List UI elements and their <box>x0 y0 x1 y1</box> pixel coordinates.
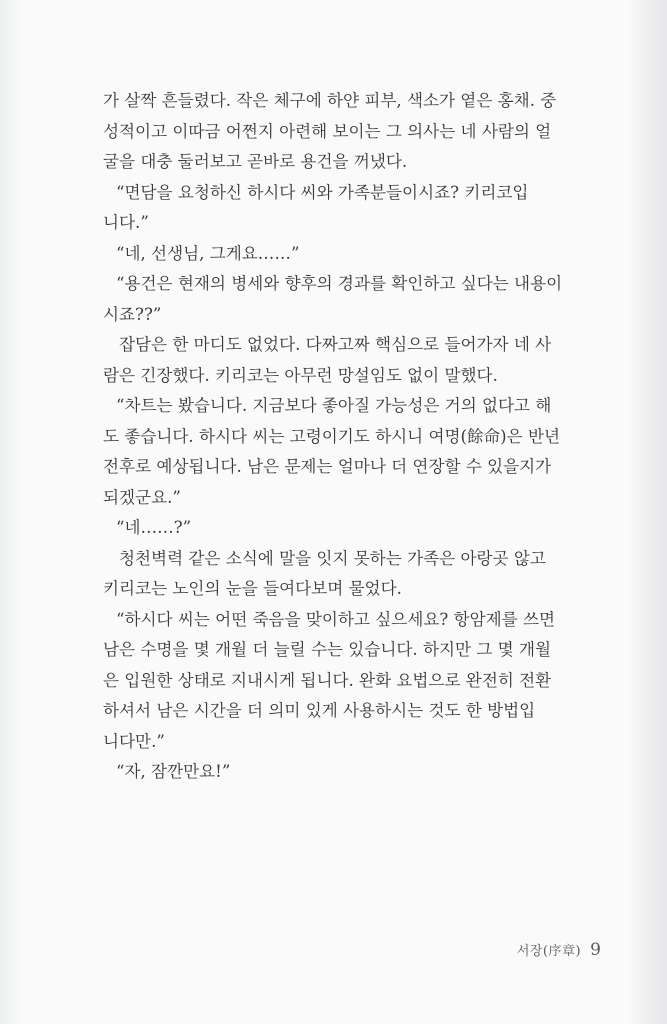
text-line: “차트는 봤습니다. 지금보다 좋아질 가능성은 거의 없다고 해 <box>116 396 552 415</box>
running-title: 서장(序章) <box>516 944 582 959</box>
text-line: 니다.” <box>103 213 149 232</box>
text-line: 니다만.” <box>103 731 165 751</box>
text-line: 하셔서 남은 시간을 더 의미 있게 사용하시는 것도 한 방법입 <box>103 701 536 720</box>
text-line: “면담을 요청하신 하시다 씨와 가족분들이시죠? 키리코입 <box>116 182 529 202</box>
page-gutter-shadow <box>0 0 20 1024</box>
text-line: 키리코는 노인의 눈을 들여다보며 물었다. <box>103 579 402 598</box>
text-line: “용건은 현재의 병세와 향후의 경과를 확인하고 싶다는 내용이 <box>116 274 563 293</box>
text-line: 성적이고 이따금 어쩐지 아련해 보이는 그 의사는 네 사람의 얼 <box>103 121 552 141</box>
text-line: 굴을 대충 둘러보고 곧바로 용건을 꺼냈다. <box>103 152 408 171</box>
page-number: 9 <box>590 940 601 960</box>
text-line: 람은 긴장했다. 키리코는 아무런 망설임도 없이 말했다. <box>103 365 498 385</box>
page-footer <box>517 940 601 960</box>
body-text <box>103 86 603 788</box>
text-line: “네, 선생님, 그게요……” <box>116 243 300 263</box>
text-line: “하시다 씨는 어떤 죽음을 맞이하고 싶으세요? 항암제를 쓰면 <box>116 609 556 629</box>
text-line: 남은 수명을 몇 개월 더 늘릴 수는 있습니다. 하지만 그 몇 개월 <box>103 640 552 659</box>
text-line: 시죠??” <box>103 304 162 324</box>
page-edge-shadow <box>629 0 667 1024</box>
text-line: “네……?” <box>116 518 192 537</box>
text-line: 도 좋습니다. 하시다 씨는 고령이기도 하시니 여명(餘命)은 반년 <box>103 426 561 446</box>
text-line: 되겠군요.” <box>103 487 181 507</box>
text-line: “자, 잠깐만요!” <box>116 762 231 781</box>
text-line: 잡담은 한 마디도 없었다. 다짜고짜 핵심으로 들어가자 네 사 <box>119 335 552 354</box>
text-line: 전후로 예상됩니다. 남은 문제는 얼마나 더 연장할 수 있을지가 <box>103 457 552 476</box>
text-line: 가 살짝 흔들렸다. 작은 체구에 하얀 피부, 색소가 옅은 홍채. 중 <box>103 91 557 110</box>
text-line: 청천벽력 같은 소식에 말을 잇지 못하는 가족은 아랑곳 않고 <box>119 548 546 568</box>
text-line: 은 입원한 상태로 지내시게 됩니다. 완화 요법으로 완전히 전환 <box>103 670 552 690</box>
